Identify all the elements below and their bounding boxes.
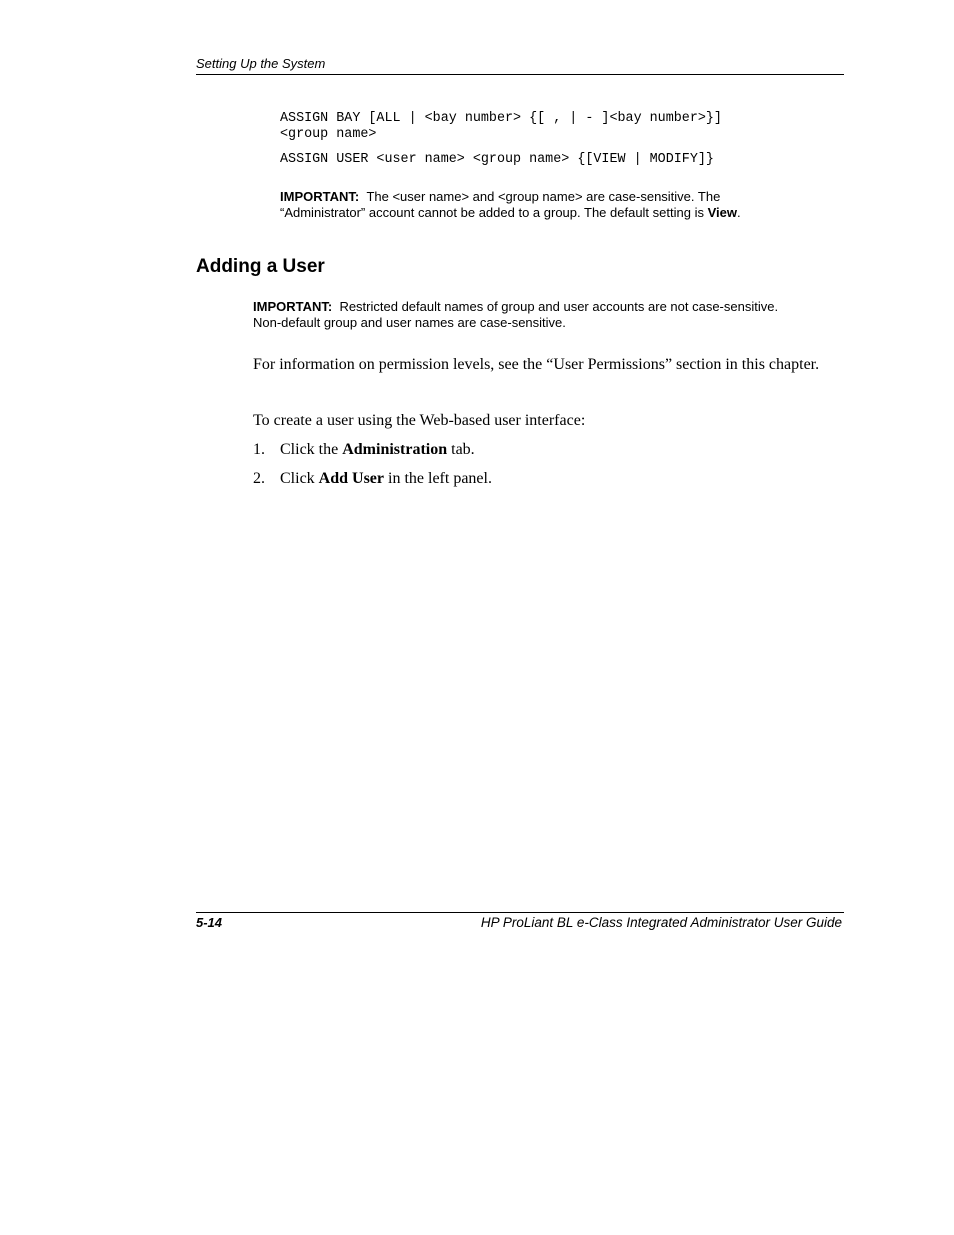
create-user-intro: To create a user using the Web-based user interface: xyxy=(253,412,586,429)
step-text: Click the xyxy=(280,441,343,458)
assign-bay-syntax xyxy=(280,111,722,143)
step-2 xyxy=(253,469,492,489)
step-number: 1. xyxy=(253,441,265,458)
important-label: IMPORTANT: xyxy=(253,299,333,314)
note-text-line-2: Non-default group and user names are case-sensitive. xyxy=(253,315,566,330)
step-bold-term: Add User xyxy=(318,470,385,487)
assign-user-syntax: ASSIGN USER <user name> <group name> {[VIEW | MODIFY]} xyxy=(280,152,714,167)
footer-rule xyxy=(196,912,844,913)
assign-bay-line-1: ASSIGN BAY [ALL | <bay number> {[ , | - ]<bay number>}] xyxy=(280,111,722,126)
running-header: Setting Up the System xyxy=(196,56,326,71)
header-rule xyxy=(196,74,844,75)
book-title: HP ProLiant BL e-Class Integrated Administrator User Guide xyxy=(480,915,842,930)
assign-bay-line-2: <group name> xyxy=(280,127,377,142)
step-text-after: in the left panel. xyxy=(384,470,492,487)
important-note-case-sensitive xyxy=(280,189,820,221)
step-text-after: tab. xyxy=(447,441,475,458)
step-text: Click xyxy=(280,470,319,487)
page-number: 5-14 xyxy=(196,915,223,930)
important-label: IMPORTANT: xyxy=(280,189,360,204)
note-text-line-2: “Administrator” account cannot be added to a group. The default setting is xyxy=(280,205,708,220)
section-heading: Adding a User xyxy=(196,256,325,277)
note-text-end: . xyxy=(736,205,741,220)
permission-levels-paragraph: For information on permission levels, see the “User Permissions” section in this chapter. xyxy=(253,356,820,373)
step-bold-term: Administration xyxy=(342,441,448,458)
note-text-line-1: The <user name> and <group name> are case-sensitive. The xyxy=(366,189,721,204)
note-text-line-1: Restricted default names of group and user accounts are not case-sensitive. xyxy=(339,299,779,314)
note-emphasis-view: View xyxy=(707,205,737,220)
step-number: 2. xyxy=(253,470,265,487)
important-note-default-names xyxy=(253,299,843,331)
step-1 xyxy=(253,440,475,460)
